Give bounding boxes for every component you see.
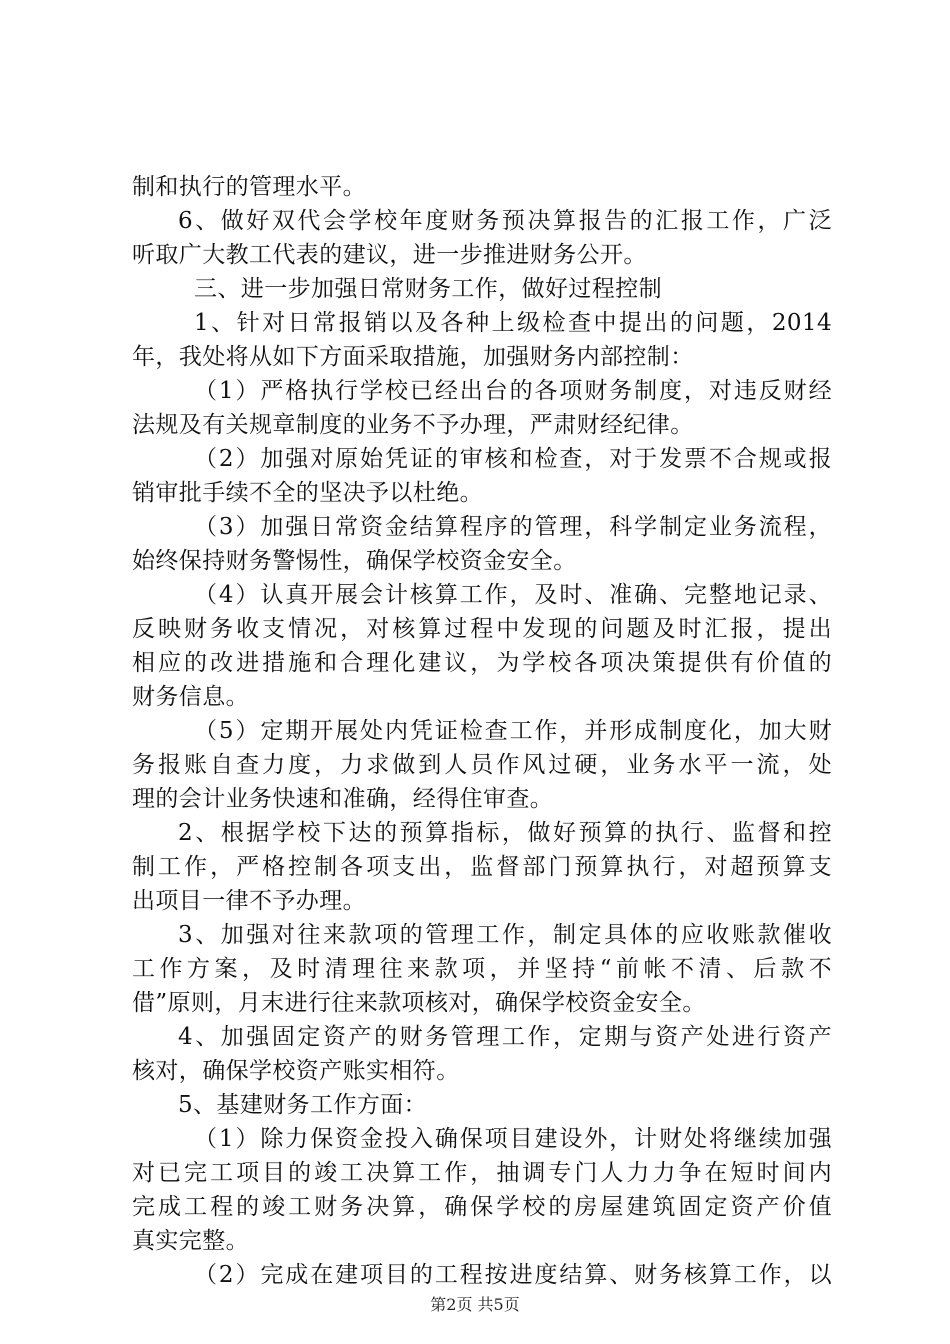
text-line: 2、根据学校下达的预算指标，做好预算的执行、监督和控 (178, 820, 832, 846)
text-line: （5）定期开展处内凭证检查工作，并形成制度化，加大财 (194, 718, 832, 744)
text-line: 反映财务收支情况，对核算过程中发现的问题及时汇报，提出 (132, 616, 832, 642)
text-line: 制工作，严格控制各项支出，监督部门预算执行，对超预算支 (132, 854, 832, 880)
text-line: 三、进一步加强日常财务工作，做好过程控制 (194, 276, 662, 302)
text-line: 3、加强对往来款项的管理工作，制定具体的应收账款催收 (178, 922, 832, 948)
text-line: （4）认真开展会计核算工作，及时、准确、完整地记录、 (194, 582, 832, 608)
text-line: 财务信息。 (132, 684, 249, 710)
text-line: 相应的改进措施和合理化建议，为学校各项决策提供有价值的 (132, 650, 832, 676)
text-line: （3）加强日常资金结算程序的管理，科学制定业务流程， (194, 514, 832, 540)
text-line: 5、基建财务工作方面： (178, 1092, 428, 1118)
text-line: 法规及有关规章制度的业务不予办理，严肃财经纪律。 (132, 412, 694, 438)
text-line: 借”原则，月末进行往来款项核对，确保学校资金安全。 (132, 990, 706, 1016)
text-line: 6、做好双代会学校年度财务预决算报告的汇报工作，广泛 (178, 208, 832, 234)
text-line: 4、加强固定资产的财务管理工作，定期与资产处进行资产 (178, 1024, 832, 1050)
text-line: 真实完整。 (132, 1228, 249, 1254)
text-line: 始终保持财务警惕性，确保学校资金安全。 (132, 548, 577, 574)
text-line: 销审批手续不全的坚决予以杜绝。 (132, 480, 483, 506)
text-line: （2）加强对原始凭证的审核和检查，对于发票不合规或报 (194, 446, 832, 472)
text-line: 听取广大教工代表的建议，进一步推进财务公开。 (132, 242, 647, 268)
text-line: （1）严格执行学校已经出台的各项财务制度，对违反财经 (194, 378, 832, 404)
text-line: 出项目一律不予办理。 (132, 888, 366, 914)
text-line: 制和执行的管理水平。 (132, 174, 366, 200)
text-line: （1）除力保资金投入确保项目建设外，计财处将继续加强 (194, 1126, 832, 1152)
text-line: 对已完工项目的竣工决算工作，抽调专门人力力争在短时间内 (132, 1160, 832, 1186)
document-body (132, 170, 832, 1292)
text-line: 核对，确保学校资产账实相符。 (132, 1058, 460, 1084)
page-number-footer: 第2页 共5页 (430, 1295, 520, 1314)
text-line: 理的会计业务快速和准确，经得住审查。 (132, 786, 554, 812)
text-line: 务报账自查力度，力求做到人员作风过硬，业务水平一流，处 (132, 752, 832, 778)
text-line: （2）完成在建项目的工程按进度结算、财务核算工作，以 (194, 1262, 832, 1288)
text-line: 完成工程的竣工财务决算，确保学校的房屋建筑固定资产价值 (132, 1194, 832, 1220)
text-line: 1、针对日常报销以及各种上级检查中提出的问题，2014 (194, 310, 832, 336)
text-line: 年，我处将从如下方面采取措施，加强财务内部控制： (132, 344, 694, 370)
text-line: 工作方案，及时清理往来款项，并坚持“前帐不清、后款不 (132, 956, 832, 982)
